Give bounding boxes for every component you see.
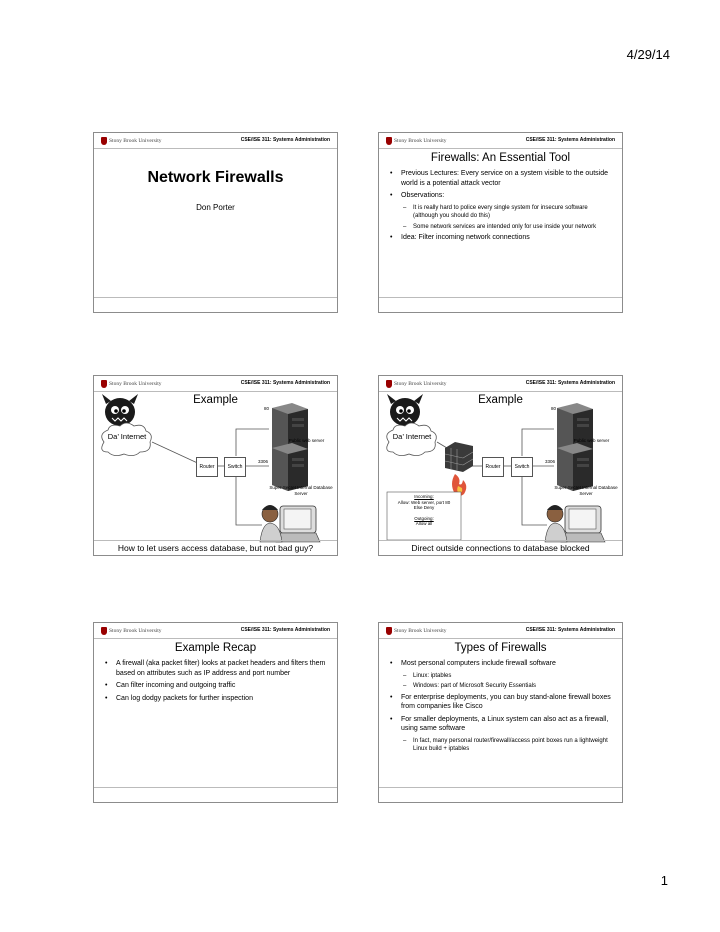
db-server-label: Super-Secret Internal Database Server: [554, 485, 618, 496]
bullet: • A firewall (aka packet filter) looks at packet headers and filters them based on attributes such as IP address and port number: [102, 659, 327, 678]
internet-cloud: Da’ Internet: [107, 432, 147, 441]
user-at-computer-icon: [260, 505, 320, 542]
db-server-label: Super-Secret Internal Database Server: [269, 485, 333, 496]
slide-title: Firewalls: An Essential Tool: [430, 152, 571, 164]
bullet: • Previous Lectures: Every service on a system visible to the outside world is a potential attack vector: [387, 169, 612, 188]
line-internet-firewall: [437, 442, 447, 448]
slide-header: [94, 133, 337, 149]
slide-footer: [94, 297, 337, 298]
course-label: CSE/ISE 311: Systems Administration: [240, 137, 330, 143]
slide-footer: [379, 540, 622, 541]
slide-header: [379, 133, 622, 149]
bullet-list: [387, 659, 612, 756]
slide-footer: [379, 787, 622, 788]
slide-2: [378, 132, 623, 313]
outgoing-title: Outgoing:: [414, 515, 434, 521]
slide-caption: How to let users access database, but not bad guy?: [117, 543, 314, 553]
university-logo: Stony Brook University: [101, 626, 162, 635]
port-3306-label: 3306: [258, 459, 269, 464]
incoming-title: Incoming:: [414, 494, 434, 499]
slide-3: [93, 375, 338, 556]
slide-title: Network Firewalls: [147, 169, 284, 186]
web-server-label: Public web server: [288, 438, 325, 443]
sub-bullet: – Some network services are intended only for use inside your network: [387, 223, 612, 232]
line-switch-web: [236, 429, 269, 456]
monster-icon: [102, 394, 138, 426]
db-server-icon: [272, 443, 308, 491]
bullet: • Most personal computers include firewall software: [387, 659, 612, 669]
page-date: 4/29/14: [626, 47, 670, 62]
course-label: CSE/ISE 311: Systems Administration: [240, 627, 330, 633]
slide-footer: [94, 787, 337, 788]
slide-title: Example: [193, 394, 238, 406]
port-80-label: 80: [551, 406, 557, 411]
bullet-list: [102, 659, 327, 706]
router-box: Router: [196, 457, 218, 477]
university-logo: Stony Brook University: [386, 136, 447, 145]
university-logo: Stony Brook University: [386, 626, 447, 635]
bullet: • Idea: Filter incoming network connections: [387, 233, 612, 243]
slide-4: [378, 375, 623, 556]
slide-1: [93, 132, 338, 313]
sub-bullet: – In fact, many personal router/firewall/access point boxes run a lightweight Linux build + iptables: [387, 737, 612, 754]
bullet: • For smaller deployments, a Linux system can also act as a firewall, using same software: [387, 715, 612, 734]
bullet: • Observations:: [387, 191, 612, 201]
web-server-label: Public web server: [573, 438, 610, 443]
outgoing-rule: Allow all: [415, 521, 433, 526]
bullet: • For enterprise deployments, you can buy stand-alone firewall boxes from companies like Cisco: [387, 693, 612, 712]
slide-caption: Direct outside connections to database blocked: [411, 543, 590, 553]
slide-footer: [379, 297, 622, 298]
switch-box: Switch: [224, 457, 246, 477]
course-label: CSE/ISE 311: Systems Administration: [525, 380, 615, 386]
slide-header: [94, 623, 337, 639]
sub-bullet: – Windows: part of Microsoft Security Essentials: [387, 682, 612, 691]
port-3306-label: 3306: [545, 459, 556, 464]
bullet-list: [387, 169, 612, 246]
bullet: • Can filter incoming and outgoing traffic: [102, 681, 327, 691]
db-server-icon: [557, 443, 593, 491]
line-switch-web: [522, 429, 554, 456]
bullet: • Can log dodgy packets for further inspection: [102, 694, 327, 704]
firewall-icon: [445, 442, 473, 496]
course-label: CSE/ISE 311: Systems Administration: [525, 137, 615, 143]
page-number: 1: [660, 873, 668, 888]
slide-title: Types of Firewalls: [454, 642, 547, 654]
slide-title: Example: [478, 394, 523, 406]
university-logo: Stony Brook University: [101, 379, 162, 388]
user-at-computer-icon: [545, 505, 605, 542]
line-switch-user: [522, 476, 547, 525]
internet-cloud: Da’ Internet: [392, 432, 432, 441]
line-switch-user: [236, 476, 262, 525]
incoming-else: Else Deny: [413, 505, 435, 510]
sub-bullet: – It is really hard to police every single system for insecure software (although you should do this): [387, 204, 612, 221]
university-logo: Stony Brook University: [386, 379, 447, 388]
incoming-rule: Allow: Web server, port 80: [397, 499, 451, 505]
slide-header: [379, 623, 622, 639]
course-label: CSE/ISE 311: Systems Administration: [240, 380, 330, 386]
rules-text: [387, 494, 461, 527]
slide-5: [93, 622, 338, 803]
university-logo: Stony Brook University: [101, 136, 162, 145]
sub-bullet: – Linux: iptables: [387, 672, 612, 681]
slide-6: [378, 622, 623, 803]
slide-footer: [94, 540, 337, 541]
course-label: CSE/ISE 311: Systems Administration: [525, 627, 615, 633]
author: Don Porter: [196, 203, 235, 212]
slide-title: Example Recap: [174, 642, 257, 654]
switch-box: Switch: [511, 457, 533, 477]
monster-icon: [387, 394, 423, 426]
router-box: Router: [482, 457, 504, 477]
port-80-label: 80: [264, 406, 270, 411]
